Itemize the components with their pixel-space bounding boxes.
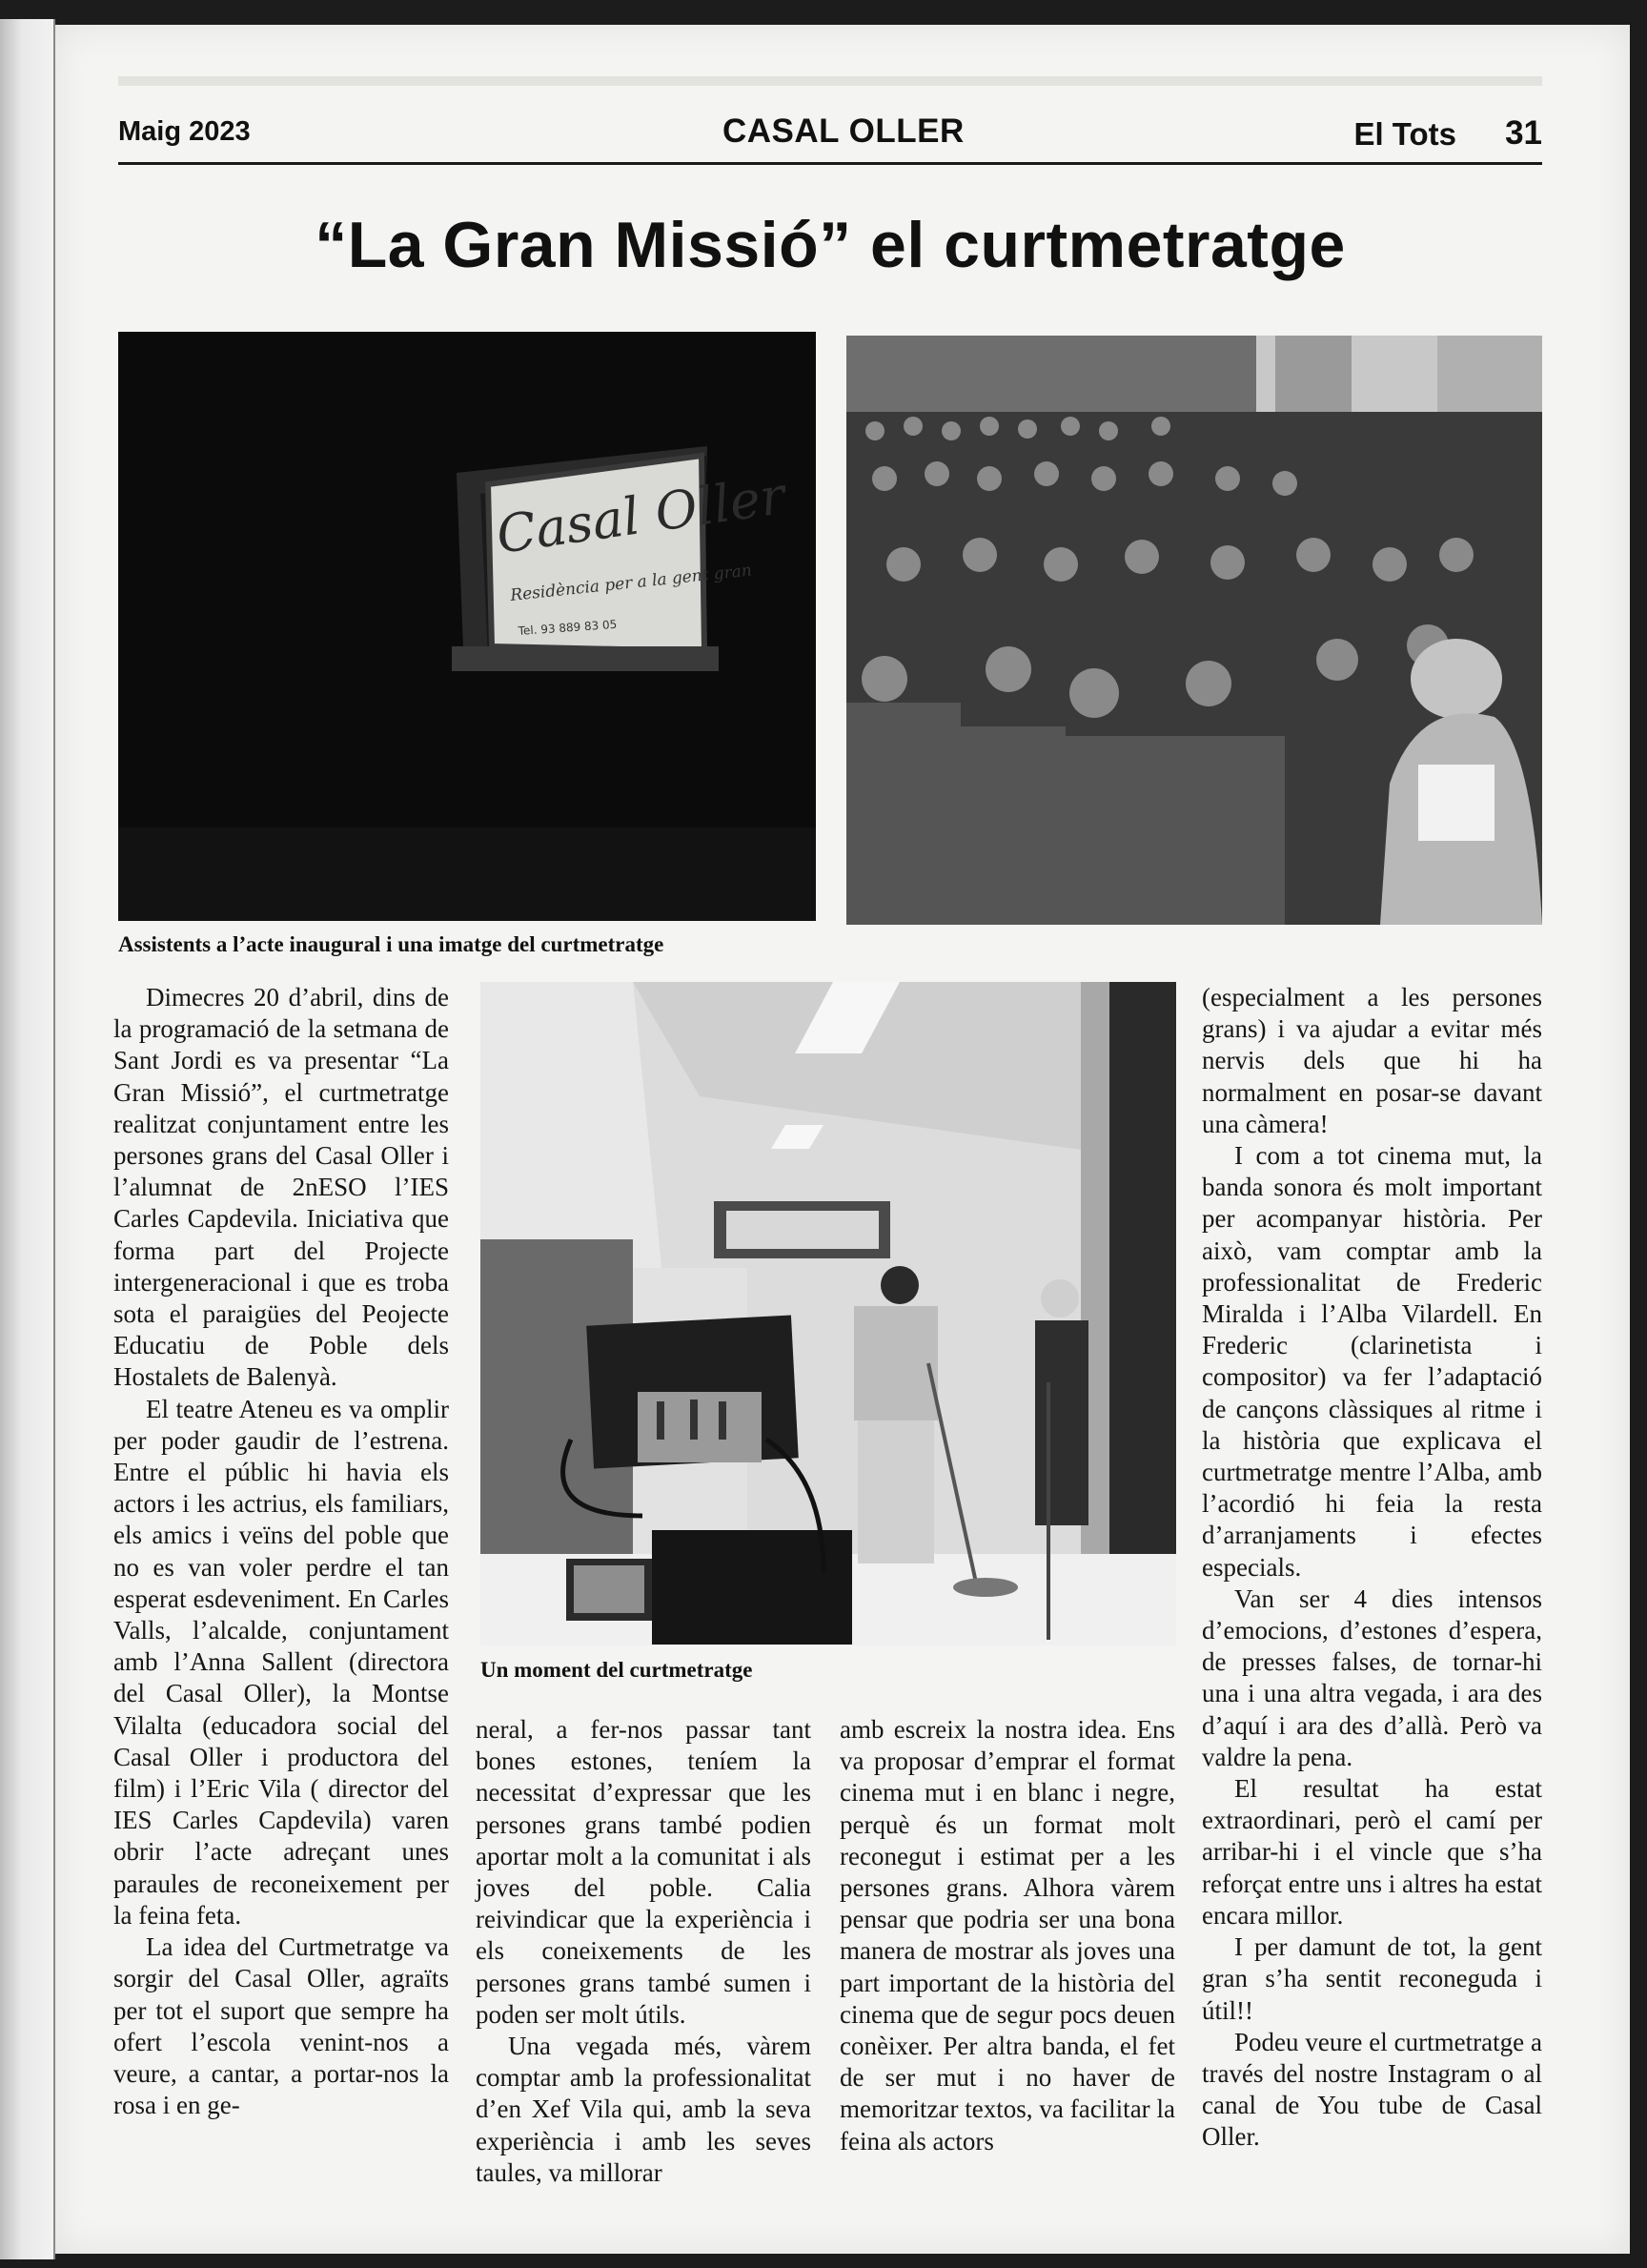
sign-tagline-text: Residència per a la gent gran [509,561,753,605]
col3-paragraph-1: amb escreix la nostra idea. Ens va proposar d’emprar el format cinema mut i en blanc i negre, perquè és un format molt reconegut i estimat per a les persones grans. Alhora vàrem pensar que podria ser una bona manera de mostrar als joves una part important de la història del cinema que de segur pocs deuen conèixer. Per altra banda, el fet de ser mut i no haver de memoritzar textos, va facilitar la feina als actors [840,1715,1175,2156]
section-name: CASAL OLLER [722,112,965,150]
col1-paragraph-3: La idea del Curtmetratge va sorgir del Casal Oller, agraïts per tot el suport que sempre ha ofert l’escola venint-nos a veure, a cantar, a portar-nos la rosa i en ge- [113,1932,449,2120]
col4-paragraph-1: (especialment a les persones grans) i va ajudar a evitar més nervis dels que hi ha normalment en posar-se davant una càmera! [1202,983,1542,1138]
caption-top: Assistents a l’acte inaugural i una imatge del curtmetratge [118,932,664,956]
article-column-4 [1202,982,1542,2154]
page-header [118,107,1542,165]
photo-casal-oller-sign [118,332,816,921]
caption-middle: Un moment del curtmetratge [480,1658,753,1682]
col4-paragraph-5: I per damunt de tot, la gent gran s’ha sentit reconeguda i útil!! [1202,1932,1542,2025]
sign-phone-text: Tel. 93 889 83 05 [518,617,618,638]
col2-paragraph-2: Una vegada més, vàrem comptar amb la professionalitat d’en Xef Vila qui, amb la seva experiència i amb les seves taules, va millorar [476,2032,811,2187]
photo-filming-scene [480,982,1176,1645]
col1-paragraph-1: Dimecres 20 d’abril, dins de la programació de la setmana de Sant Jordi es va presentar “La Gran Missió”, el curtmetratge realitzat conjuntament entre les persones grans del Casal Oller i l’alumnat de 2nESO l’IES Carles Capdevila. Iniciativa que forma part del Projecte intergeneracional i que es troba sota el paraigües del Peojecte Educatiu de Poble dels Hostalets de Balenyà. [113,983,449,1392]
publication-name: El Tots [1353,116,1456,152]
col4-paragraph-2: I com a tot cinema mut, la banda sonora és molt important per acompanyar història. Per això, vam comptar amb la professionalitat de Frederic Miralda i l’Alba Vilardell. En Frederic (clarinetista i compositor) va fer l’adaptació de cançons clàssiques al ritme i la història que explicava el curtmetratge mentre l’Alba, amb l’acordió hi feia la resta d’arranjaments i efectes especials. [1202,1141,1542,1582]
issue-date: Maig 2023 [118,116,251,147]
article-column-2 [476,1714,811,2189]
col4-paragraph-3: Van ser 4 dies intensos d’emocions, d’estones d’espera, de presses falses, de tornar-hi una i una altra vegada, i ara des d’aquí i ara des d’allà. Però va valdre la pena. [1202,1584,1542,1771]
col2-paragraph-1: neral, a fer-nos passar tant bones estones, teníem la necessitat d’expressar que les persones grans també podien aportar molt a la comunitat i als joves del poble. Calia reivindicar que la experiència i els coneixements de les persones grans també sumen i poden ser molt útils. [476,1715,811,2029]
col4-paragraph-4: El resultat ha estat extraordinari, però el camí per arribar-hi i el vincle que s’ha reforçat entre uns i altres ha estat encara millor. [1202,1774,1542,1930]
col1-paragraph-2: El teatre Ateneu es va omplir per poder gaudir de l’estrena. Entre el públic hi havia els actors i les actrius, els familiars, els amics i veïns del poble que no es van voler perdre el tan esperat esdeveniment. En Carles Valls, l’alcalde, conjuntament amb l’Anna Sallent (directora del Casal Oller), la Montse Vilalta (educadora social del Casal Oller i productora del film) i l’Eric Vila ( director del IES Carles Capdevila) varen obrir l’acte adreçant unes paraules de reconeixement per la feina feta. [113,1394,449,1930]
magazine-spine [0,19,55,2259]
article-title: “La Gran Missió” el curtmetratge [315,209,1346,281]
col4-paragraph-6: Podeu veure el curtmetratge a través del nostre Instagram o al canal de You tube de Casal Oller. [1202,2027,1542,2152]
sign-name-text: Casal Oller [493,465,789,565]
photo-audience [846,336,1542,925]
page-number: 31 [1505,114,1542,152]
article-column-1 [113,982,449,2121]
article-column-3 [840,1714,1175,2157]
